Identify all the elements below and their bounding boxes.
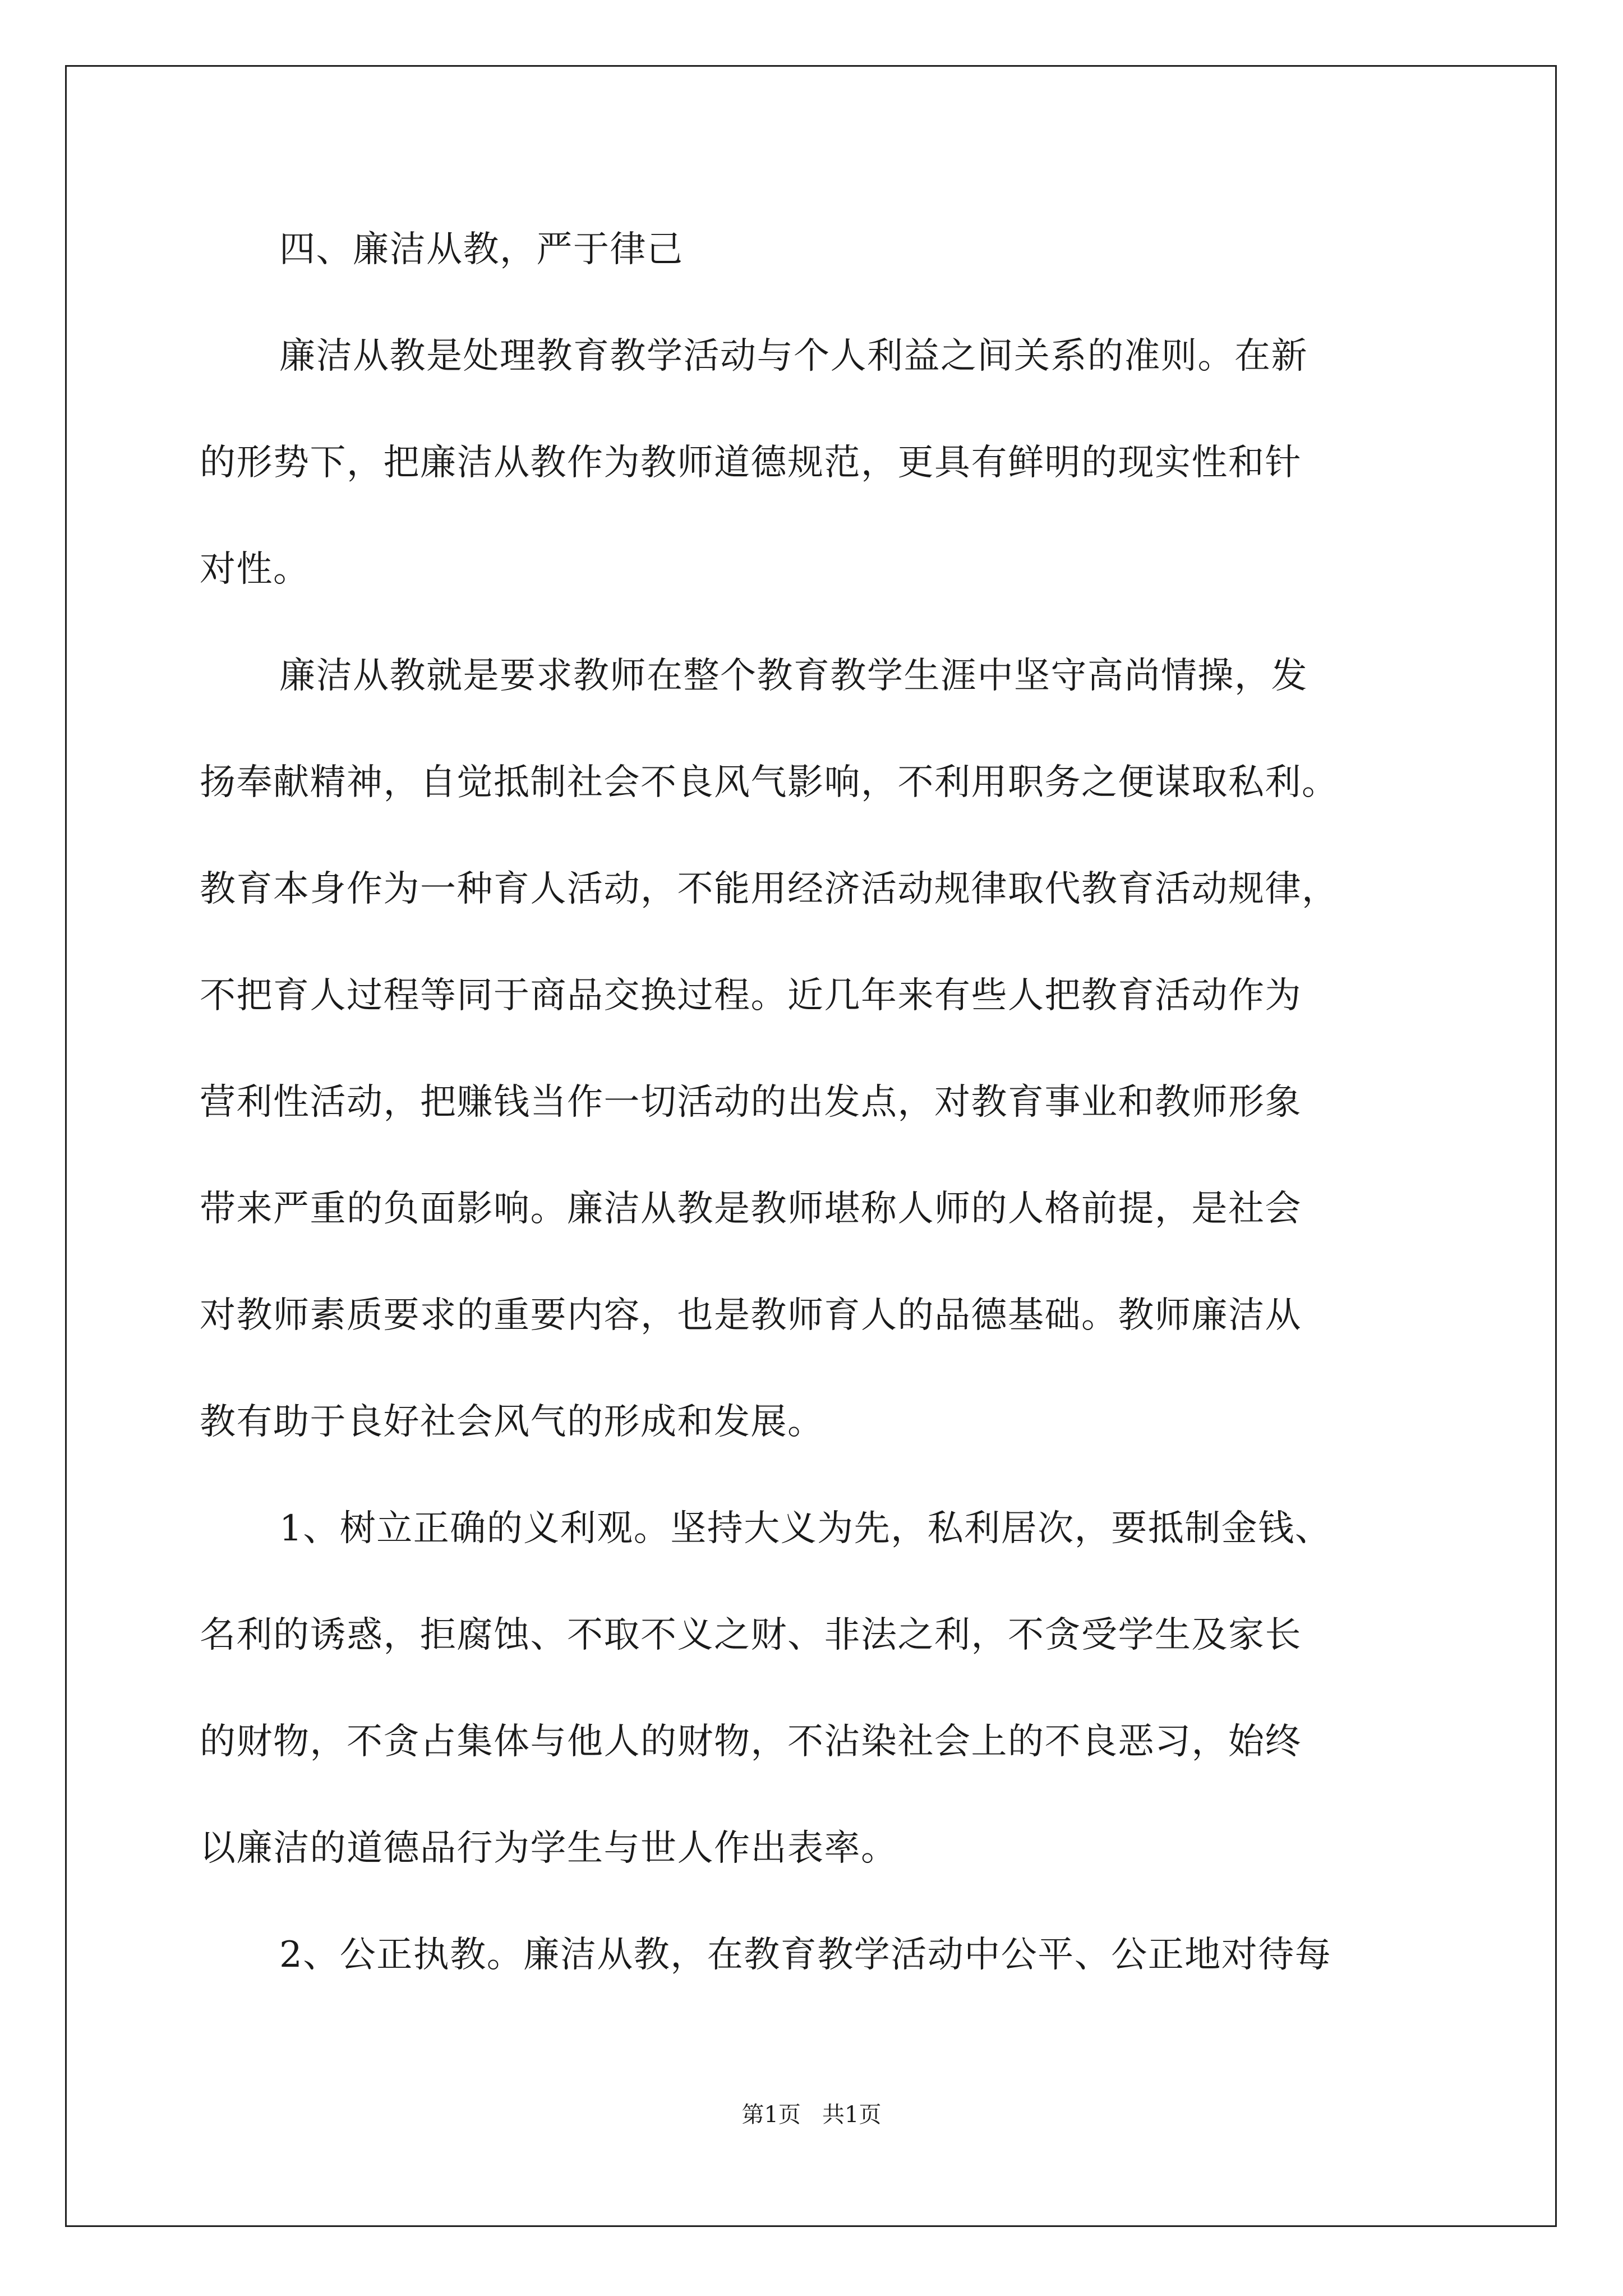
- text-line: 对教师素质要求的重要内容，也是教师育人的品德基础。教师廉洁从: [200, 1295, 1302, 1336]
- text-line: 名利的诱惑，拒腐蚀、不取不义之财、非法之利，不贪受学生及家长: [200, 1614, 1302, 1656]
- text-line: 带来严重的负面影响。廉洁从教是教师堪称人师的人格前提，是社会: [200, 1188, 1302, 1230]
- text-line: 四、廉洁从教，严于律己: [279, 229, 684, 270]
- text-line: 教育本身作为一种育人活动，不能用经济活动规律取代教育活动规律，: [200, 868, 1339, 910]
- text-line: 教有助于良好社会风气的形成和发展。: [200, 1401, 824, 1443]
- text-line: 营利性活动，把赚钱当作一切活动的出发点，对教育事业和教师形象: [200, 1082, 1302, 1123]
- text-line: 2、公正执教。廉洁从教，在教育教学活动中公平、公正地对待每: [279, 1934, 1332, 1976]
- text-line: 对性。: [200, 549, 310, 590]
- text-line: 以廉洁的道德品行为学生与世人作出表率。: [200, 1828, 898, 1869]
- text-line: 1、树立正确的义利观。坚持大义为先，私利居次，要抵制金钱、: [279, 1508, 1332, 1549]
- page-number: 第1页 共1页: [741, 2102, 882, 2128]
- text-line: 廉洁从教就是要求教师在整个教育教学生涯中坚守高尚情操，发: [279, 655, 1308, 697]
- document-body: [200, 213, 1422, 2025]
- text-line: 廉洁从教是处理教育教学活动与个人利益之间关系的准则。在新: [279, 335, 1308, 377]
- text-line: 的形势下，把廉洁从教作为教师道德规范，更具有鲜明的现实性和针: [200, 442, 1302, 484]
- text-line: 扬奉献精神，自觉抵制社会不良风气影响，不利用职务之便谋取私利。: [200, 762, 1339, 803]
- text-line: 不把育人过程等同于商品交换过程。近几年来有些人把教育活动作为: [200, 975, 1302, 1016]
- text-line: 的财物，不贪占集体与他人的财物，不沾染社会上的不良恶习，始终: [200, 1721, 1302, 1763]
